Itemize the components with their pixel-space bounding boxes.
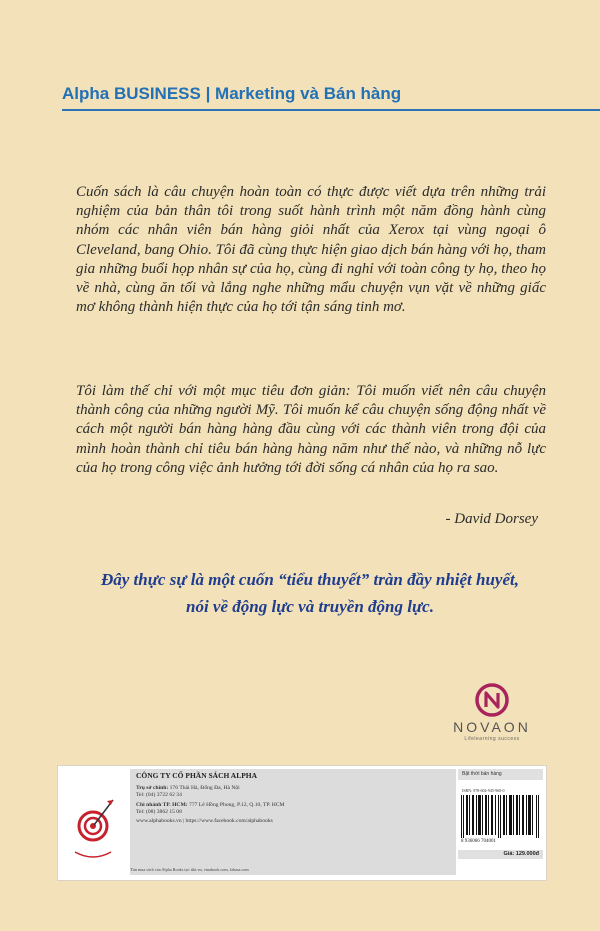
publisher-info — [130, 769, 456, 875]
price: Giá: 129.000đ — [458, 850, 543, 859]
publisher-footer: Tìm mua sách của Alpha Books tại: tiki.vn, vinabook.com, fahasa.com — [130, 867, 249, 872]
author-signature: - David Dorsey — [445, 511, 538, 527]
head-office-address: 176 Thái Hà, Đống Đa, Hà Nội — [169, 785, 240, 792]
barcode-area — [458, 769, 543, 875]
target-arrow-icon — [61, 770, 127, 876]
tagline: Đây thực sự là một cuốn “tiểu thuyết” tràn đầy nhiệt huyết, nói về động lực và truyền động lực. — [100, 570, 519, 616]
publisher-box — [57, 765, 547, 881]
branch-label: Chi nhánh TP. HCM: — [136, 801, 188, 808]
branch-tel: Tel: (08) 3862 15 08 — [136, 808, 182, 815]
publisher-company: CÔNG TY CỔ PHẦN SÁCH ALPHA — [136, 771, 258, 780]
logo-name: NOVAON — [453, 719, 531, 735]
branch-row — [136, 802, 450, 809]
body-paragraph-2: Tôi làm thế chỉ với một mục tiêu đơn giản: Tôi muốn viết nên câu chuyện thành công của những người Mỹ. Tôi muốn kể câu chuyện sống động nhất về cách một người bán hàng hàng đầu cùng với các thành viên trong đội của mình hoàn thành chỉ tiêu bán hàng hàng năm như thế nào, và những nỗ lực của họ trong công việc ảnh hưởng tới đời sống cá nhân của họ ra sao. — [76, 383, 546, 476]
novaon-logo-icon — [475, 683, 509, 717]
barcode — [461, 795, 540, 838]
series-header: Alpha BUSINESS | Marketing và Bán hàng — [62, 84, 402, 103]
header-rule — [62, 109, 600, 111]
novaon-logo — [442, 683, 542, 742]
branch-address: 777 Lê Hồng Phong, P.12, Q.10, TP. HCM — [189, 801, 285, 808]
alpha-books-logo — [61, 770, 127, 876]
book-title: Bật thời bán hàng — [458, 769, 543, 780]
barcode-number: 8 936066 704001 — [461, 839, 496, 844]
head-office-label: Trụ sở chính: — [136, 785, 169, 792]
isbn: ISBN: 978-604-945-960-0 — [462, 788, 505, 793]
head-office-row — [136, 785, 450, 792]
logo-subtitle: Lifelearning success — [464, 736, 520, 742]
publisher-web: www.alphabooks.vn | https://www.facebook.com/alphabooks — [136, 818, 273, 825]
body-paragraph-1: Cuốn sách là câu chuyện hoàn toàn có thực được viết dựa trên những trải nghiệm của bản thân tôi trong suốt hành trình một năm đồng hành cùng nhóm các nhân viên bán hàng giỏi nhất của Xerox tại vùng ngoại ô Cleveland, bang Ohio. Tôi đã cùng thực hiện giao dịch bán hàng với họ, tham gia những buổi họp nhân sự của họ, cùng đi nghỉ với toàn công ty họ, theo họ về nhà, cùng ăn tối và lắng nghe những mẩu chuyện vụn vặt về những giấc mơ không thành hiện thực của họ tới tận sáng tinh mơ. — [76, 184, 546, 316]
head-office-tel: Tel: (04) 3722 62 34 — [136, 792, 182, 799]
